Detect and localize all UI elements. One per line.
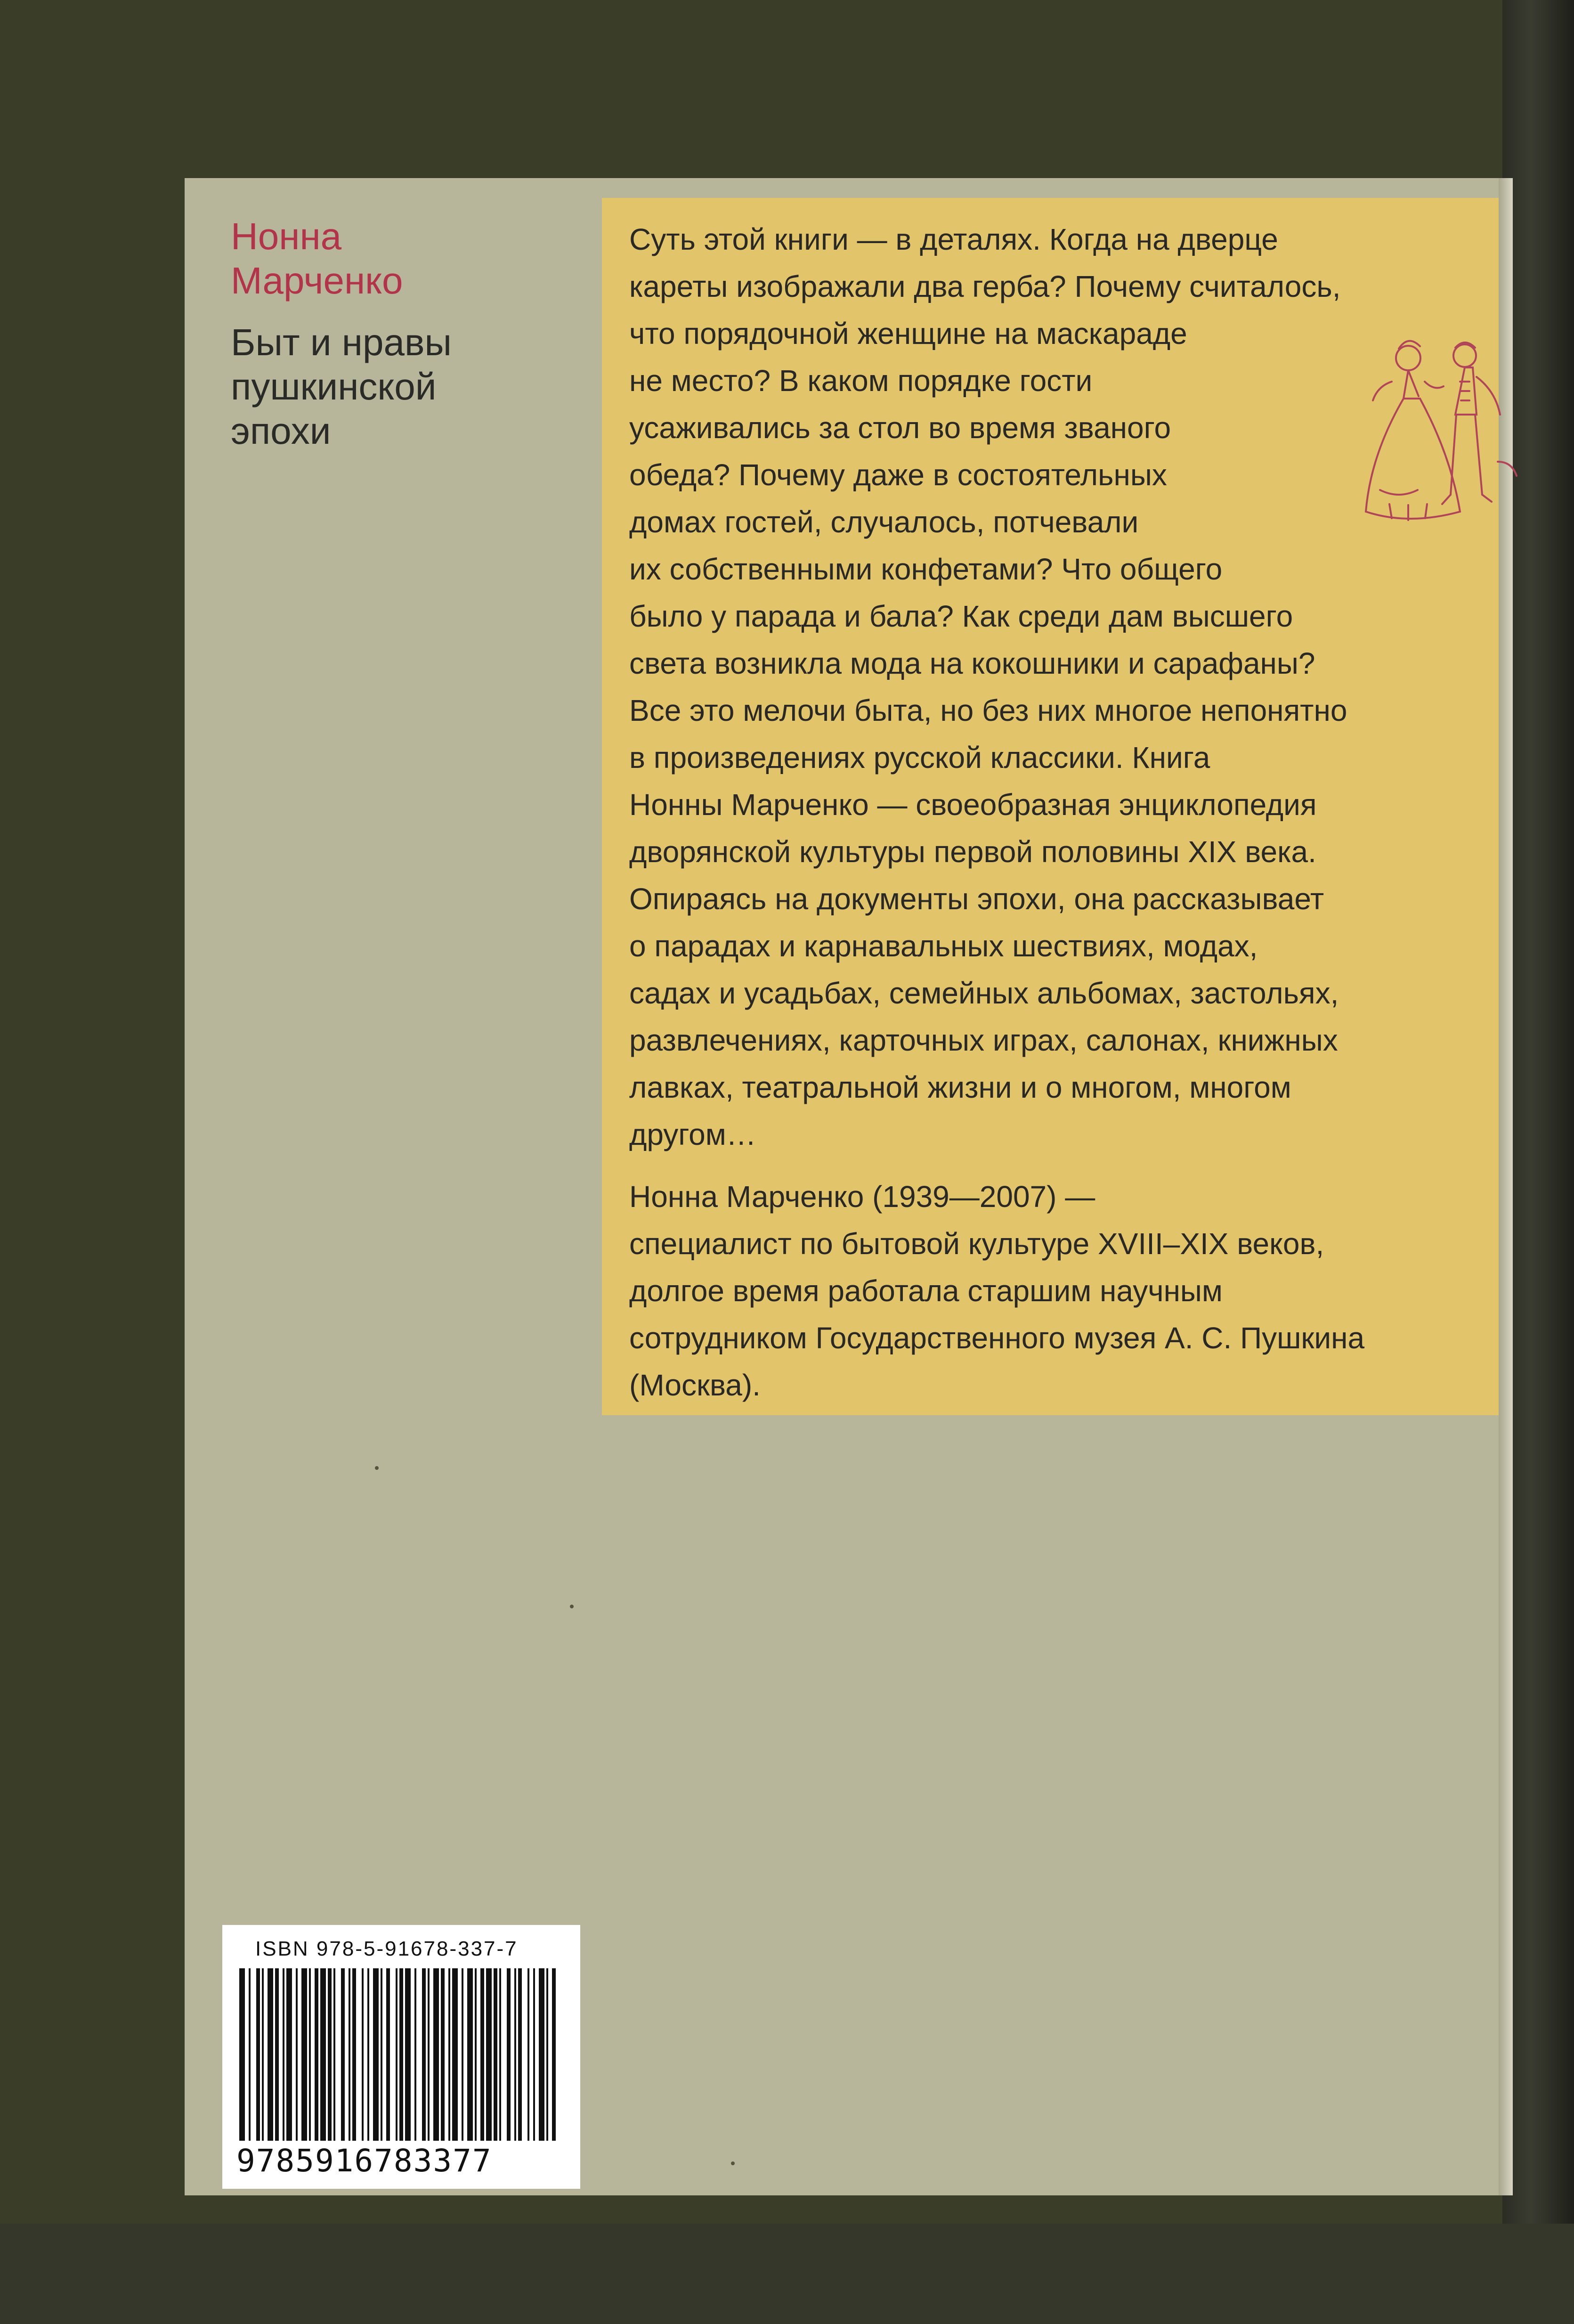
barcode-bar <box>309 1968 311 2141</box>
barcode-bar <box>527 1968 529 2141</box>
barcode-bar <box>262 1968 264 2141</box>
barcode-bar <box>256 1968 260 2141</box>
barcode-bar <box>441 1968 445 2141</box>
barcode-bar <box>452 1968 458 2141</box>
book-annotation: Суть этой книги — в деталях. Когда на дверце кареты изображали два герба? Почему считалось, что порядочной женщине на маскараде не место? В каком порядке гости усаживались за стол во время званого обеда? Почему даже в состоятельных домах гостей, случалось, потчевали их собственными конфетами? Что общего было у парада и бала? Как среди дам высшего света возникла мода на кокошники и сарафаны? Все это мелочи быта, но без них многое непонятно в произведениях русской классики. Книга Нонны Марченко — своеобразная энциклопедия дворянской культуры первой половины XIX века. Опираясь на документы эпохи, она рассказывает о парадах и карнавальных шествиях, модах, садах и усадьбах, семейных альбомах, застольях, развлечениях, карточных играх, салонах, книжных лавках, театральной жизни и о многом, многом другом… <box>629 222 1347 1151</box>
dancing-couple-sketch-icon <box>1338 330 1554 565</box>
barcode-bar <box>539 1968 544 2141</box>
barcode-bar <box>315 1968 318 2141</box>
barcode-bar <box>422 1968 426 2141</box>
barcode-bar <box>475 1968 477 2141</box>
barcode-bar <box>333 1968 335 2141</box>
barcode-bar <box>433 1968 439 2141</box>
barcode-bar <box>301 1968 307 2141</box>
cover-frame-bottom <box>0 2224 1574 2324</box>
isbn-number: ISBN 978-5-91678-337-7 <box>255 1937 518 1960</box>
barcode-bars <box>236 1968 566 2141</box>
barcode-bar <box>320 1968 326 2141</box>
barcode-bar <box>381 1968 382 2141</box>
barcode-bar <box>386 1968 390 2141</box>
barcode-bar <box>349 1968 350 2141</box>
barcode-bar <box>362 1968 364 2141</box>
barcode-digits: 9785916783377 <box>236 2143 492 2179</box>
barcode-bar <box>486 1968 492 2141</box>
barcode-bar <box>286 1968 292 2141</box>
barcode-bar <box>367 1968 369 2141</box>
barcode-bar <box>480 1968 484 2141</box>
barcode-bar <box>373 1968 379 2141</box>
paper-speck <box>731 2161 735 2165</box>
barcode-bar <box>546 1968 548 2141</box>
barcode-bar <box>296 1968 298 2141</box>
barcode-bar <box>499 1968 501 2141</box>
barcode-bar <box>275 1968 279 2141</box>
paper-speck <box>570 1605 574 1608</box>
book-title: Быт и нравы пушкинской эпохи <box>231 321 452 452</box>
barcode-bar <box>399 1968 403 2141</box>
barcode-bar <box>552 1968 556 2141</box>
barcode-bar <box>239 1968 245 2141</box>
barcode-bar <box>249 1968 251 2141</box>
barcode-bar <box>283 1968 284 2141</box>
barcode-bar <box>268 1968 273 2141</box>
barcode-label <box>222 1925 580 2189</box>
paper-speck <box>375 1466 379 1470</box>
author-bio: Нонна Марченко (1939—2007) — специалист по бытовой культуре XVIII–XIX веков, долгое время работала старшим научным сотрудником Государственного музея А. С. Пушкина (Москва). <box>629 1180 1365 1402</box>
barcode-bar <box>494 1968 497 2141</box>
barcode-bar <box>462 1968 463 2141</box>
barcode-bar <box>396 1968 398 2141</box>
barcode-bar <box>352 1968 356 2141</box>
barcode-bar <box>507 1968 511 2141</box>
barcode-bar <box>467 1968 473 2141</box>
barcode-bar <box>341 1968 345 2141</box>
barcode-bar <box>405 1968 411 2141</box>
barcode-bar <box>514 1968 516 2141</box>
barcode-bar <box>533 1968 535 2141</box>
barcode-bar <box>518 1968 522 2141</box>
barcode-bar <box>428 1968 430 2141</box>
barcode-bar <box>448 1968 450 2141</box>
author-name: Нонна Марченко <box>231 215 403 302</box>
barcode-bar <box>414 1968 416 2141</box>
barcode-bar <box>328 1968 332 2141</box>
